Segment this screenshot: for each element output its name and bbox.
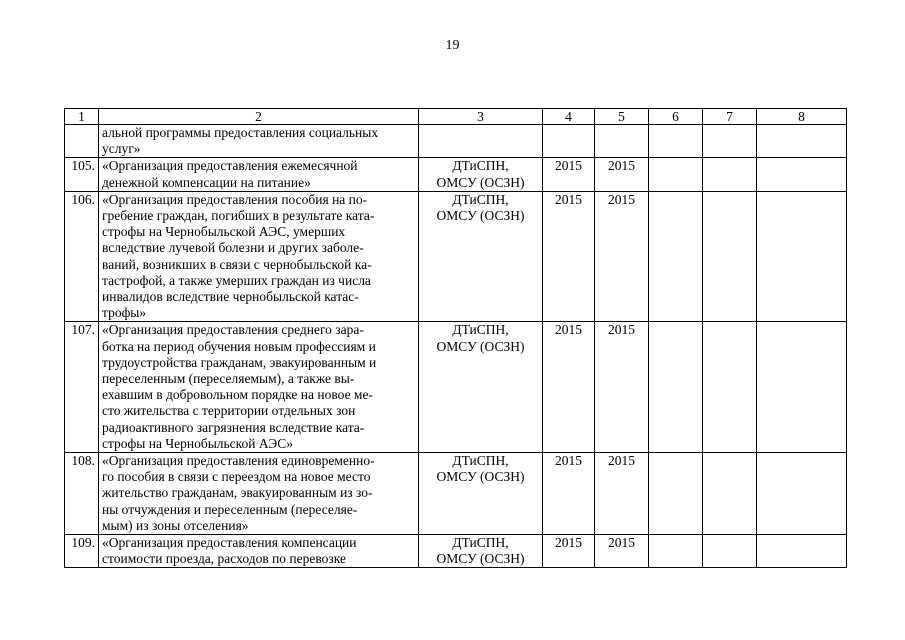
measure-name-line: жительство гражданам, эвакуированным из зо-: [102, 485, 373, 501]
measure-name-line: ваний, возникших в связи с чернобыльской ка-: [102, 256, 372, 272]
executor-line: ДТиСПН,: [452, 158, 509, 174]
measure-name-line: го пособия в связи с переездом на новое место: [102, 469, 371, 485]
column-8-cell: [757, 453, 847, 535]
executor-line: ДТиСПН,: [452, 453, 509, 469]
column-6-cell: [649, 158, 703, 191]
executor-cell: [419, 125, 543, 158]
executor-cell: [419, 158, 543, 191]
column-8-cell: [757, 322, 847, 453]
page-number: 19: [445, 38, 460, 53]
column-8-cell: [757, 125, 847, 158]
start-year: 2015: [543, 453, 595, 535]
end-year: 2015: [595, 535, 649, 568]
table-row: [65, 322, 847, 453]
measure-name-line: ботка на период обучения новым профессиям и: [102, 338, 376, 354]
row-number: 108.: [65, 453, 99, 535]
measure-name-line: трофы»: [102, 305, 147, 321]
executor-cell: [419, 191, 543, 322]
column-header: 3: [419, 109, 543, 125]
measure-name-line: «Организация предоставления единовременно-: [102, 453, 375, 469]
measure-name-line: ехавшим в добровольном порядке на новое ме-: [102, 387, 373, 403]
table-row: [65, 191, 847, 322]
row-number: 109.: [65, 535, 99, 568]
end-year: 2015: [595, 322, 649, 453]
start-year: 2015: [543, 322, 595, 453]
measure-name-line: гребение граждан, погибших в результате ката-: [102, 208, 375, 224]
end-year: [595, 125, 649, 158]
column-7-cell: [703, 535, 757, 568]
column-7-cell: [703, 322, 757, 453]
measure-name-line: стоимости проезда, расходов по перевозке: [102, 551, 346, 567]
column-header: 2: [99, 109, 419, 125]
table-row: [65, 125, 847, 158]
executor-line: ДТиСПН,: [452, 535, 509, 551]
measure-name-cell: [99, 158, 419, 191]
measure-name-cell: [99, 535, 419, 568]
column-7-cell: [703, 125, 757, 158]
table-header-row: [65, 109, 847, 125]
measure-name-cell: [99, 453, 419, 535]
column-6-cell: [649, 453, 703, 535]
executor-line: ДТиСПН,: [452, 191, 509, 207]
measure-name-line: строфы на Чернобыльской АЭС»: [102, 435, 293, 451]
measure-name-line: мым) из зоны отселения»: [102, 517, 249, 533]
executor-line: ОМСУ (ОСЗН): [436, 208, 525, 224]
end-year: 2015: [595, 453, 649, 535]
table-body: [65, 125, 847, 568]
measure-name-line: радиоактивного загрязнения вследствие ката-: [102, 419, 365, 435]
measure-name-line: трудоустройства гражданам, эвакуированным и: [102, 354, 377, 370]
measure-name-line: тастрофой, а также умерших граждан из числа: [102, 272, 371, 288]
column-header: 8: [757, 109, 847, 125]
start-year: [543, 125, 595, 158]
column-7-cell: [703, 158, 757, 191]
executor-line: ОМСУ (ОСЗН): [436, 174, 525, 190]
column-header: 7: [703, 109, 757, 125]
end-year: 2015: [595, 191, 649, 322]
executor-line: ОМСУ (ОСЗН): [436, 551, 525, 567]
measure-name-cell: [99, 191, 419, 322]
measure-name-line: услуг»: [102, 141, 141, 157]
measures-table: [64, 108, 847, 568]
table-row: [65, 453, 847, 535]
column-header: 4: [543, 109, 595, 125]
measure-name-line: «Организация предоставления компенсации: [102, 535, 357, 551]
column-6-cell: [649, 125, 703, 158]
column-7-cell: [703, 191, 757, 322]
measure-name-line: вследствие лучевой болезни и других заболе-: [102, 240, 364, 256]
executor-cell: [419, 453, 543, 535]
measure-name-line: инвалидов вследствие чернобыльской катас-: [102, 289, 359, 305]
executor-line: ОМСУ (ОСЗН): [436, 338, 525, 354]
measure-name-line: «Организация предоставления среднего зара-: [102, 322, 364, 338]
column-header: 5: [595, 109, 649, 125]
column-7-cell: [703, 453, 757, 535]
measure-name-line: переселенным (переселяемым), а также вы-: [102, 371, 355, 387]
row-number: 107.: [65, 322, 99, 453]
executor-line: ДТиСПН,: [452, 322, 509, 338]
table-row: [65, 535, 847, 568]
executor-cell: [419, 535, 543, 568]
column-6-cell: [649, 535, 703, 568]
row-number: 105.: [65, 158, 99, 191]
measure-name-line: «Организация предоставления ежемесячной: [102, 158, 358, 174]
column-8-cell: [757, 535, 847, 568]
measure-name-cell: [99, 125, 419, 158]
row-number: 106.: [65, 191, 99, 322]
row-number: [65, 125, 99, 158]
column-8-cell: [757, 191, 847, 322]
measure-name-line: альной программы предоставления социальных: [102, 125, 379, 140]
column-6-cell: [649, 322, 703, 453]
column-header: 6: [649, 109, 703, 125]
measure-name-line: «Организация предоставления пособия на по-: [102, 191, 368, 207]
end-year: 2015: [595, 158, 649, 191]
measure-name-line: сто жительства с территории отдельных зон: [102, 403, 356, 419]
start-year: 2015: [543, 191, 595, 322]
table-row: [65, 158, 847, 191]
measure-name-cell: [99, 322, 419, 453]
column-6-cell: [649, 191, 703, 322]
start-year: 2015: [543, 158, 595, 191]
column-header: 1: [65, 109, 99, 125]
start-year: 2015: [543, 535, 595, 568]
measure-name-line: строфы на Чернобыльской АЭС, умерших: [102, 224, 346, 240]
measure-name-line: денежной компенсации на питание»: [102, 174, 311, 190]
executor-line: ОМСУ (ОСЗН): [436, 469, 525, 485]
measure-name-line: ны отчуждения и переселенным (переселяе-: [102, 501, 358, 517]
executor-cell: [419, 322, 543, 453]
column-8-cell: [757, 158, 847, 191]
